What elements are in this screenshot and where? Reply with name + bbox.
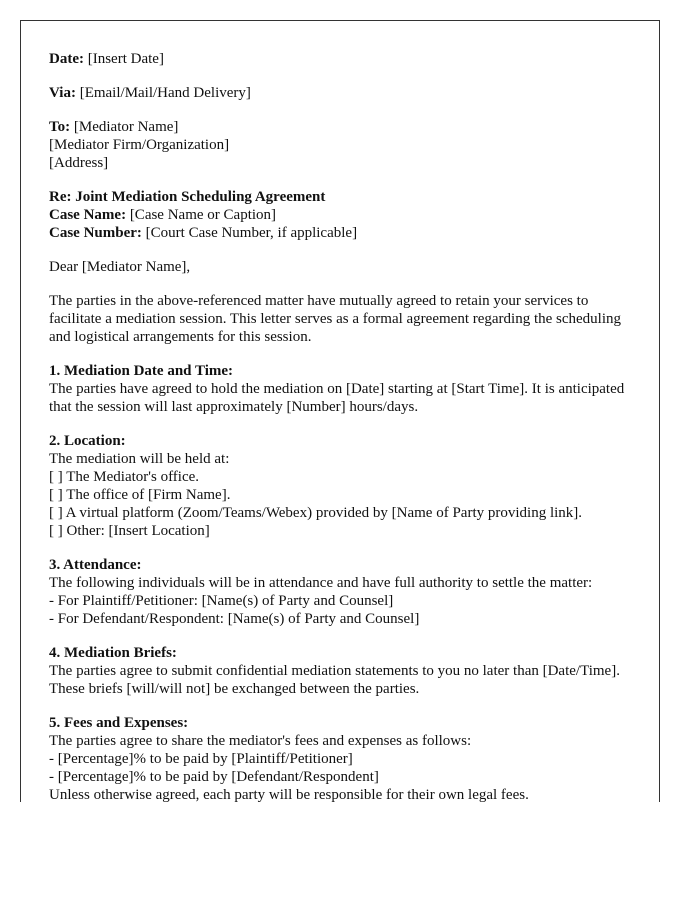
- case-number-value: [Court Case Number, if applicable]: [145, 225, 358, 241]
- section-text: The parties have agreed to hold the mediation on [Date] starting at [Start Time]. It is anticipated that the session will last approximately [Number] hours/days.: [49, 381, 625, 415]
- via-label: Via:: [49, 85, 76, 101]
- legal-fees-note: Unless otherwise agreed, each party will be responsible for their own legal fees.: [49, 787, 529, 802]
- to-label: To:: [49, 119, 71, 135]
- date-line: [49, 50, 631, 68]
- section-text: The following individuals will be in attendance and have full authority to settle the matter:: [49, 575, 593, 591]
- section-briefs: [49, 644, 631, 698]
- via-value: [Email/Mail/Hand Delivery]: [79, 85, 251, 101]
- section-fees: [49, 714, 631, 802]
- attendee-plaintiff: - For Plaintiff/Petitioner: [Name(s) of Party and Counsel]: [49, 593, 394, 609]
- section-text: The mediation will be held at:: [49, 451, 230, 467]
- recipient-firm: [Mediator Firm/Organization]: [49, 137, 230, 153]
- fee-split-defendant: - [Percentage]% to be paid by [Defendant/Respondent]: [49, 769, 379, 785]
- case-number-label: Case Number:: [49, 225, 142, 241]
- section-text: The parties agree to share the mediator's fees and expenses as follows:: [49, 733, 472, 749]
- section-heading: 4. Mediation Briefs:: [49, 645, 177, 661]
- location-option-firm-office: [ ] The office of [Firm Name].: [49, 487, 231, 503]
- date-value: [Insert Date]: [87, 51, 164, 67]
- case-name-line: [49, 206, 631, 224]
- intro-paragraph: The parties in the above-referenced matter have mutually agreed to retain your services to facilitate a mediation session. This letter serves as a formal agreement regarding the scheduling and logistical arrangements for this session.: [49, 293, 622, 345]
- attendee-defendant: - For Defendant/Respondent: [Name(s) of Party and Counsel]: [49, 611, 420, 627]
- section-heading: 5. Fees and Expenses:: [49, 715, 189, 731]
- case-number-line: [49, 224, 631, 242]
- section-location: [49, 432, 631, 540]
- re-subject: Re: Joint Mediation Scheduling Agreement: [49, 189, 326, 205]
- recipient-name-line: [49, 118, 631, 136]
- via-line: [49, 84, 631, 102]
- section-attendance: [49, 556, 631, 628]
- section-heading: 3. Attendance:: [49, 557, 142, 573]
- location-option-mediator-office: [ ] The Mediator's office.: [49, 469, 200, 485]
- recipient-name: [Mediator Name]: [73, 119, 179, 135]
- case-name-label: Case Name:: [49, 207, 127, 223]
- location-option-other: [ ] Other: [Insert Location]: [49, 523, 210, 539]
- re-block: [49, 188, 631, 242]
- recipient-address: [Address]: [49, 155, 109, 171]
- date-label: Date:: [49, 51, 84, 67]
- letter-content: [21, 21, 659, 802]
- salutation: Dear [Mediator Name],: [49, 259, 191, 275]
- case-name-value: [Case Name or Caption]: [129, 207, 277, 223]
- section-date-time: [49, 362, 631, 416]
- recipient-block: [49, 118, 631, 172]
- letter-page: [20, 20, 660, 802]
- section-heading: 1. Mediation Date and Time:: [49, 363, 234, 379]
- section-heading: 2. Location:: [49, 433, 126, 449]
- section-text: The parties agree to submit confidential mediation statements to you no later than [Date/Time]. These briefs [will/will not] be exchanged between the parties.: [49, 663, 620, 697]
- location-option-virtual: [ ] A virtual platform (Zoom/Teams/Webex) provided by [Name of Party providing link].: [49, 505, 583, 521]
- fee-split-plaintiff: - [Percentage]% to be paid by [Plaintiff/Petitioner]: [49, 751, 353, 767]
